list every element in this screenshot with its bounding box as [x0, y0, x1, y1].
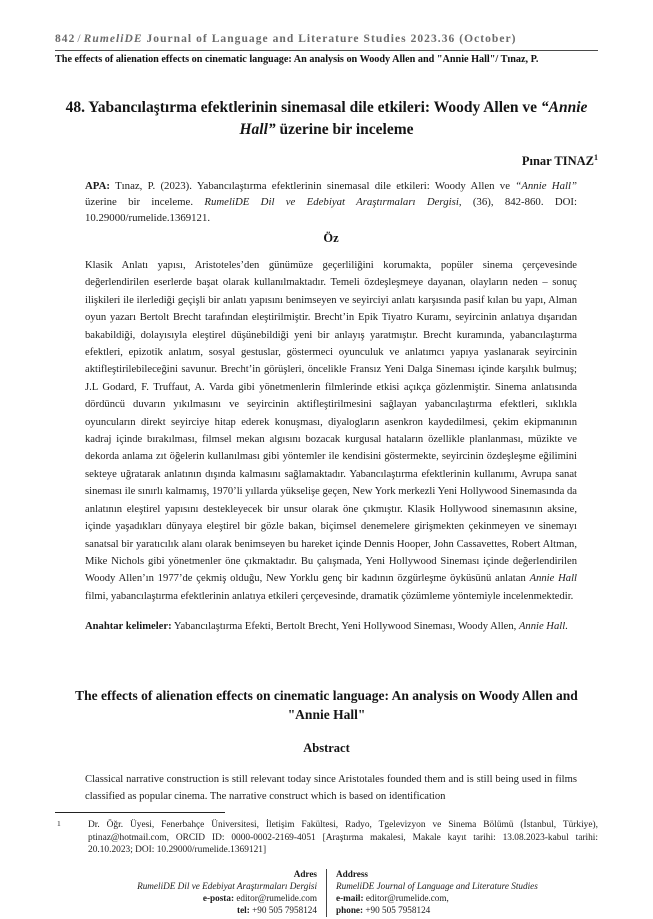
- keywords-film-italic: Annie Hall: [518, 621, 566, 633]
- footer-en-phone-label: phone:: [336, 904, 364, 915]
- footnote-block: [55, 812, 598, 857]
- footer-tr-email-label: e-posta:: [202, 892, 235, 903]
- page-header: [55, 33, 598, 65]
- oz-heading: Öz: [323, 231, 339, 245]
- footer-en-journal: RumeliDE Journal of Language and Literature Studies: [336, 880, 538, 891]
- footer-address-en: [327, 869, 653, 917]
- apa-part2: üzerine bir inceleme.: [85, 195, 205, 208]
- footer-tr-journal: RumeliDE Dil ve Edebiyat Araştırmaları Dergisi: [137, 880, 317, 891]
- keywords-period: .: [565, 621, 568, 633]
- footer-en-email-label: e-mail:: [336, 892, 364, 903]
- footer-tr-tel-label: tel:: [237, 904, 250, 915]
- apa-journal-italic: RumeliDE Dil ve Edebiyat Araştırmaları Dergisi: [204, 195, 459, 208]
- footer-tr-tel-line: [0, 905, 317, 917]
- footer-tr-tel-value: +90 505 7958124: [249, 904, 317, 915]
- footnote-divider: [55, 812, 225, 813]
- keywords-list: Yabancılaştırma Efekti, Bertolt Brecht, Yeni Hollywood Sineması, Woody Allen,: [171, 621, 519, 633]
- journal-header-line: [55, 33, 598, 51]
- footer-en-phone-line: [336, 905, 653, 917]
- title-tr-part2: üzerine bir inceleme: [275, 120, 414, 138]
- footer-tr-email-value: editor@rumelide.com: [234, 892, 317, 903]
- oz-section: [85, 231, 577, 636]
- footnote-marker: 1: [57, 819, 61, 828]
- header-separator: /: [77, 33, 82, 45]
- footer-en-email-line: [336, 893, 653, 905]
- title-tr-part1: 48. Yabancılaştırma efektlerinin sinemasal dile etkileri: Woody Allen ve: [65, 99, 541, 116]
- abstract-heading: Abstract: [303, 741, 350, 755]
- keywords-paragraph: [85, 618, 577, 635]
- title-tr-italic: “Annie Hall”: [239, 99, 588, 138]
- running-title: The effects of alienation effects on cinematic language: An analysis on Woody Allen and "Annie Hall"/ Tınaz, P.: [55, 54, 539, 65]
- apa-part3: , (36), 842-860. DOI: 10.29000/rumelide.1369121.: [85, 195, 578, 224]
- english-section: [55, 686, 598, 806]
- article-title-en: The effects of alienation effects on cinematic language: An analysis on Woody Allen and "Annie Hall": [75, 688, 578, 722]
- author-name: [55, 153, 598, 169]
- footnote-text: Dr. Öğr. Üyesi, Fenerbahçe Üniversitesi, İletişim Fakültesi, Radyo, Tgelevizyon ve Sinema Bölümü (İstanbul, Türkiye), ptinaz@hotmail.com, ORCID ID: 0000-0002-2169-4051 [Araştırma makalesi, Makale kayıt tarihi: 13.08.2023-kabul tarihi: 20.10.2023; DOI: 10.29000/rumelide.1369121]: [88, 820, 598, 856]
- footer-en-phone-value: +90 505 7958124: [363, 904, 431, 915]
- apa-citation: [85, 179, 577, 226]
- footer-tr-heading: Adres: [293, 869, 317, 879]
- apa-italic1: “Annie Hall”: [515, 180, 577, 192]
- page-number: 842: [55, 33, 76, 45]
- oz-abstract-paragraph: [85, 257, 577, 605]
- footer-en-email-value: editor@rumelide.com,: [363, 892, 449, 903]
- footer-en-heading: Address: [336, 869, 368, 879]
- oz-film-title-italic: Annie Hall: [529, 573, 577, 585]
- author-footnote-marker: 1: [594, 153, 598, 162]
- footer-tr-email-line: [0, 893, 317, 905]
- abstract-paragraph-en: Classical narrative construction is still relevant today since Aristotales founded them and is still being used in films classified as popular cinema. The narrative construct which is based on identification: [85, 774, 577, 803]
- page-footer: [0, 869, 653, 917]
- oz-part2: filmi, yabancılaştırma efektlerinin anlatıya etkileri çerçevesinde, dramatik çözümleme yöntemiyle incelenmektedir.: [85, 590, 574, 602]
- keywords-label: Anahtar kelimeler:: [85, 621, 172, 633]
- apa-label: APA:: [85, 180, 110, 192]
- footnote-body: [55, 819, 598, 857]
- author-name-text: Pınar TINAZ: [521, 154, 594, 169]
- apa-part1: Tınaz, P. (2023). Yabancılaştırma efektlerinin sinemasal dile etkileri: Woody Allen ve: [109, 180, 516, 192]
- journal-name-rest: Journal of Language and Literature Studies 2023.36 (October): [142, 33, 517, 45]
- journal-name-italic: RumeliDE: [83, 33, 143, 45]
- article-title-tr: [55, 97, 598, 140]
- oz-part1: Klasik Anlatı yapısı, Aristoteles’den günümüze geçerliliğini korumakta, popüler sinema çerçevesinde değerlendirilen eserlerde başat olarak kullanılmaktadır. Temeli özdeşleşmeye dayanan, olayların neden – sonuç ilişkileri ile ilerlediği geçişli bir anlatı yapısını benimseyen ve seyirciyi anlatı karşısında pasif kılan bu yapı, Alman oyun yazarı Bertolt Brecht tarafından eleştirilmiştir. Brecht’in Epik Tiyatro Kuramı, seyircinin anlatıya dışarıdan bakabildiği, dolayısıyla eleştirel düşünebildiği yeni bir anlayış yaratmıştır. Brecht kuramında, yabancılaştırma efektleri, epizotik anlatım, sosyal gestuslar, göstermeci oyunculuk ve anlatımcı yapıya yaslanarak seyircinin aktifleştirilebileceğini savunur. Brecht’in görüşleri, öncelikle Fransız Yeni Dalga Sineması içinde karşılık bulmuş; J.L Godard, F. Truffaut, A. Varda gibi yönetmenlerin filmlerinde etkisi açıkça gözlenmiştir. Sinema anlatısında dördüncü duvarın yıkılmasını ve seyircinin aktifleştirilmesini sağlayan yabancılaştırma efektleri, sıklıkla oyuncuların direkt seyirciye hitap ederek konuşması, diyalogların asenkron kaydedilmesi, çekim ekipmanının kadraj içinde bırakılması, filmsel mekan algısını bozacak kurgusal hataların özellikle planlanması, müzikte ve dekorda anlama zıt öğelerin kullanılması gibi yöntemler ile kendisini göstermekte, seyircinin özdeşleşme eğilimini sekteye uğratarak anlatının dışında kalmasını sağlamaktadır. Yabancılaştırma efektlerinin kullanımı, Avrupa sanat sineması ile sınırlı kalmamış, 1970’li yıllarda yükselişe geçen, New York merkezli Yeni Hollywood Sinemasında da anlatının eleştirel yapısını destekleyecek bir unsur olarak öne çıkmıştır. Klasik Hollywood sinemasının aksine, içinde yaşadıkları dünyaya eleştirel bir gözle bakan, biçimsel denemelere girişmekten çekinmeyen ve sinemayı sanatsal bir yaratıcılık alanı olarak benimseyen bu hareket içinde Dennis Hooper, John Cassavettes, Robert Altman, Mike Nichols gibi yönetmenler öne çıkmaktadır. Bu çalışmada, Yeni Hollywood Sineması içinde değerlendirilen Woody Allen’ın 1977’de çekmiş olduğu, New Yorklu genç bir kadının özgürleşme öyküsünü anlatan: [85, 260, 577, 585]
- footer-address-tr: [0, 869, 327, 917]
